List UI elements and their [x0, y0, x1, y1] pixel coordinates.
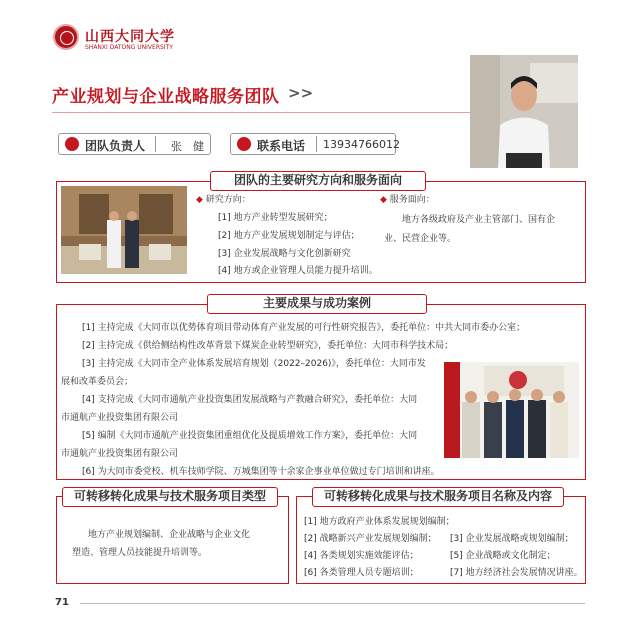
- phone-field: [230, 133, 400, 155]
- title-chevron-icon: >>: [288, 84, 314, 102]
- logo-name-en: SHANXI DATONG UNIVERSITY: [85, 44, 173, 51]
- types-line: 地方产业规划编制、企业战略与企业文化: [88, 530, 251, 540]
- service-title: ◆ 服务面向：: [380, 195, 435, 205]
- projects-header: 可转移转化成果与技术服务项目名称及内容: [312, 487, 564, 507]
- achievement-line: [3] 主持完成《大同市全产业体系发展培育规划（2022–2026)》，委托单位：大同市发: [82, 359, 426, 369]
- group-photo: [444, 362, 579, 458]
- directions-header: 团队的主要研究方向和服务面向: [210, 171, 426, 191]
- leader-name: 张 健: [171, 140, 204, 153]
- project-item: [6] 各类管理人员专题培训；: [304, 568, 419, 578]
- project-item: [5] 企业战略或文化制定；: [450, 551, 556, 561]
- research-title: ◆ 研究方向：: [196, 195, 251, 205]
- types-header: 可转移转化成果与技术服务项目类型: [62, 487, 278, 507]
- person-icon: [65, 137, 79, 151]
- footer-divider: [80, 603, 585, 604]
- logo-name-cn: 山西大同大学: [85, 29, 175, 45]
- achievement-line: [1] 主持完成《大同市以优势体育项目带动体育产业发展的可行性研究报告》，委托单位：中共大同市委办公室；: [82, 323, 526, 333]
- service-line: 业、民营企业等。: [384, 234, 457, 244]
- university-seal-icon: [53, 24, 79, 50]
- leader-label: 团队负责人: [85, 139, 146, 153]
- achievement-line: 市通航产业投资集团有限公司: [61, 413, 179, 423]
- achievement-line: [5] 编制《大同市通航产业投资集团重组优化及提质增效工作方案》，委托单位：大同: [82, 431, 418, 441]
- phone-number: 13934766012: [323, 138, 400, 151]
- phone-icon: [237, 137, 251, 151]
- achievement-line: 市通航产业投资集团有限公司: [61, 449, 179, 459]
- achievement-line: [2] 主持完成《供给侧结构性改革背景下煤炭企业转型研究》，委托单位：大同市科学技术局；: [82, 341, 454, 351]
- leader-portrait-photo: [470, 55, 578, 168]
- service-line: 地方各级政府及产业主管部门、国有企: [402, 215, 556, 225]
- university-logo: [53, 24, 175, 56]
- achievement-line: [6] 为大同市委党校、机车技师学院、万城集团等十余家企事业单位做过专门培训和讲座。: [82, 467, 440, 477]
- achievement-line: 展和改革委员会；: [61, 377, 134, 387]
- leader-field: [58, 133, 211, 155]
- phone-label: 联系电话: [257, 139, 306, 153]
- types-line: 塑造、管理人员技能提升培训等。: [72, 548, 208, 558]
- project-item: [4] 各类规划实施效能评估；: [304, 551, 419, 561]
- title-underline: [52, 112, 490, 113]
- research-item: [3] 企业发展战略与文化创新研究: [218, 249, 351, 259]
- page-number: 71: [55, 597, 69, 608]
- project-item: [1] 地方政府产业体系发展规划编制；: [304, 517, 455, 527]
- meeting-photo: [61, 186, 187, 274]
- project-item: [7] 地方经济社会发展情况讲座。: [450, 568, 583, 578]
- page-title: 产业规划与企业战略服务团队: [52, 87, 280, 107]
- achievement-line: [4] 支持完成《大同市通航产业投资集团发展战略与产教融合研究》，委托单位：大同: [82, 395, 418, 405]
- project-item: [2] 战略新兴产业发展规划编制；: [304, 534, 437, 544]
- research-item: [4] 地方或企业管理人员能力提升培训。: [218, 266, 378, 276]
- achievements-header: 主要成果与成功案例: [207, 294, 427, 314]
- project-item: [3] 企业发展战略或规划编制；: [450, 534, 574, 544]
- research-item: [1] 地方产业转型发展研究；: [218, 213, 333, 223]
- research-item: [2] 地方产业发展规划制定与评估；: [218, 231, 360, 241]
